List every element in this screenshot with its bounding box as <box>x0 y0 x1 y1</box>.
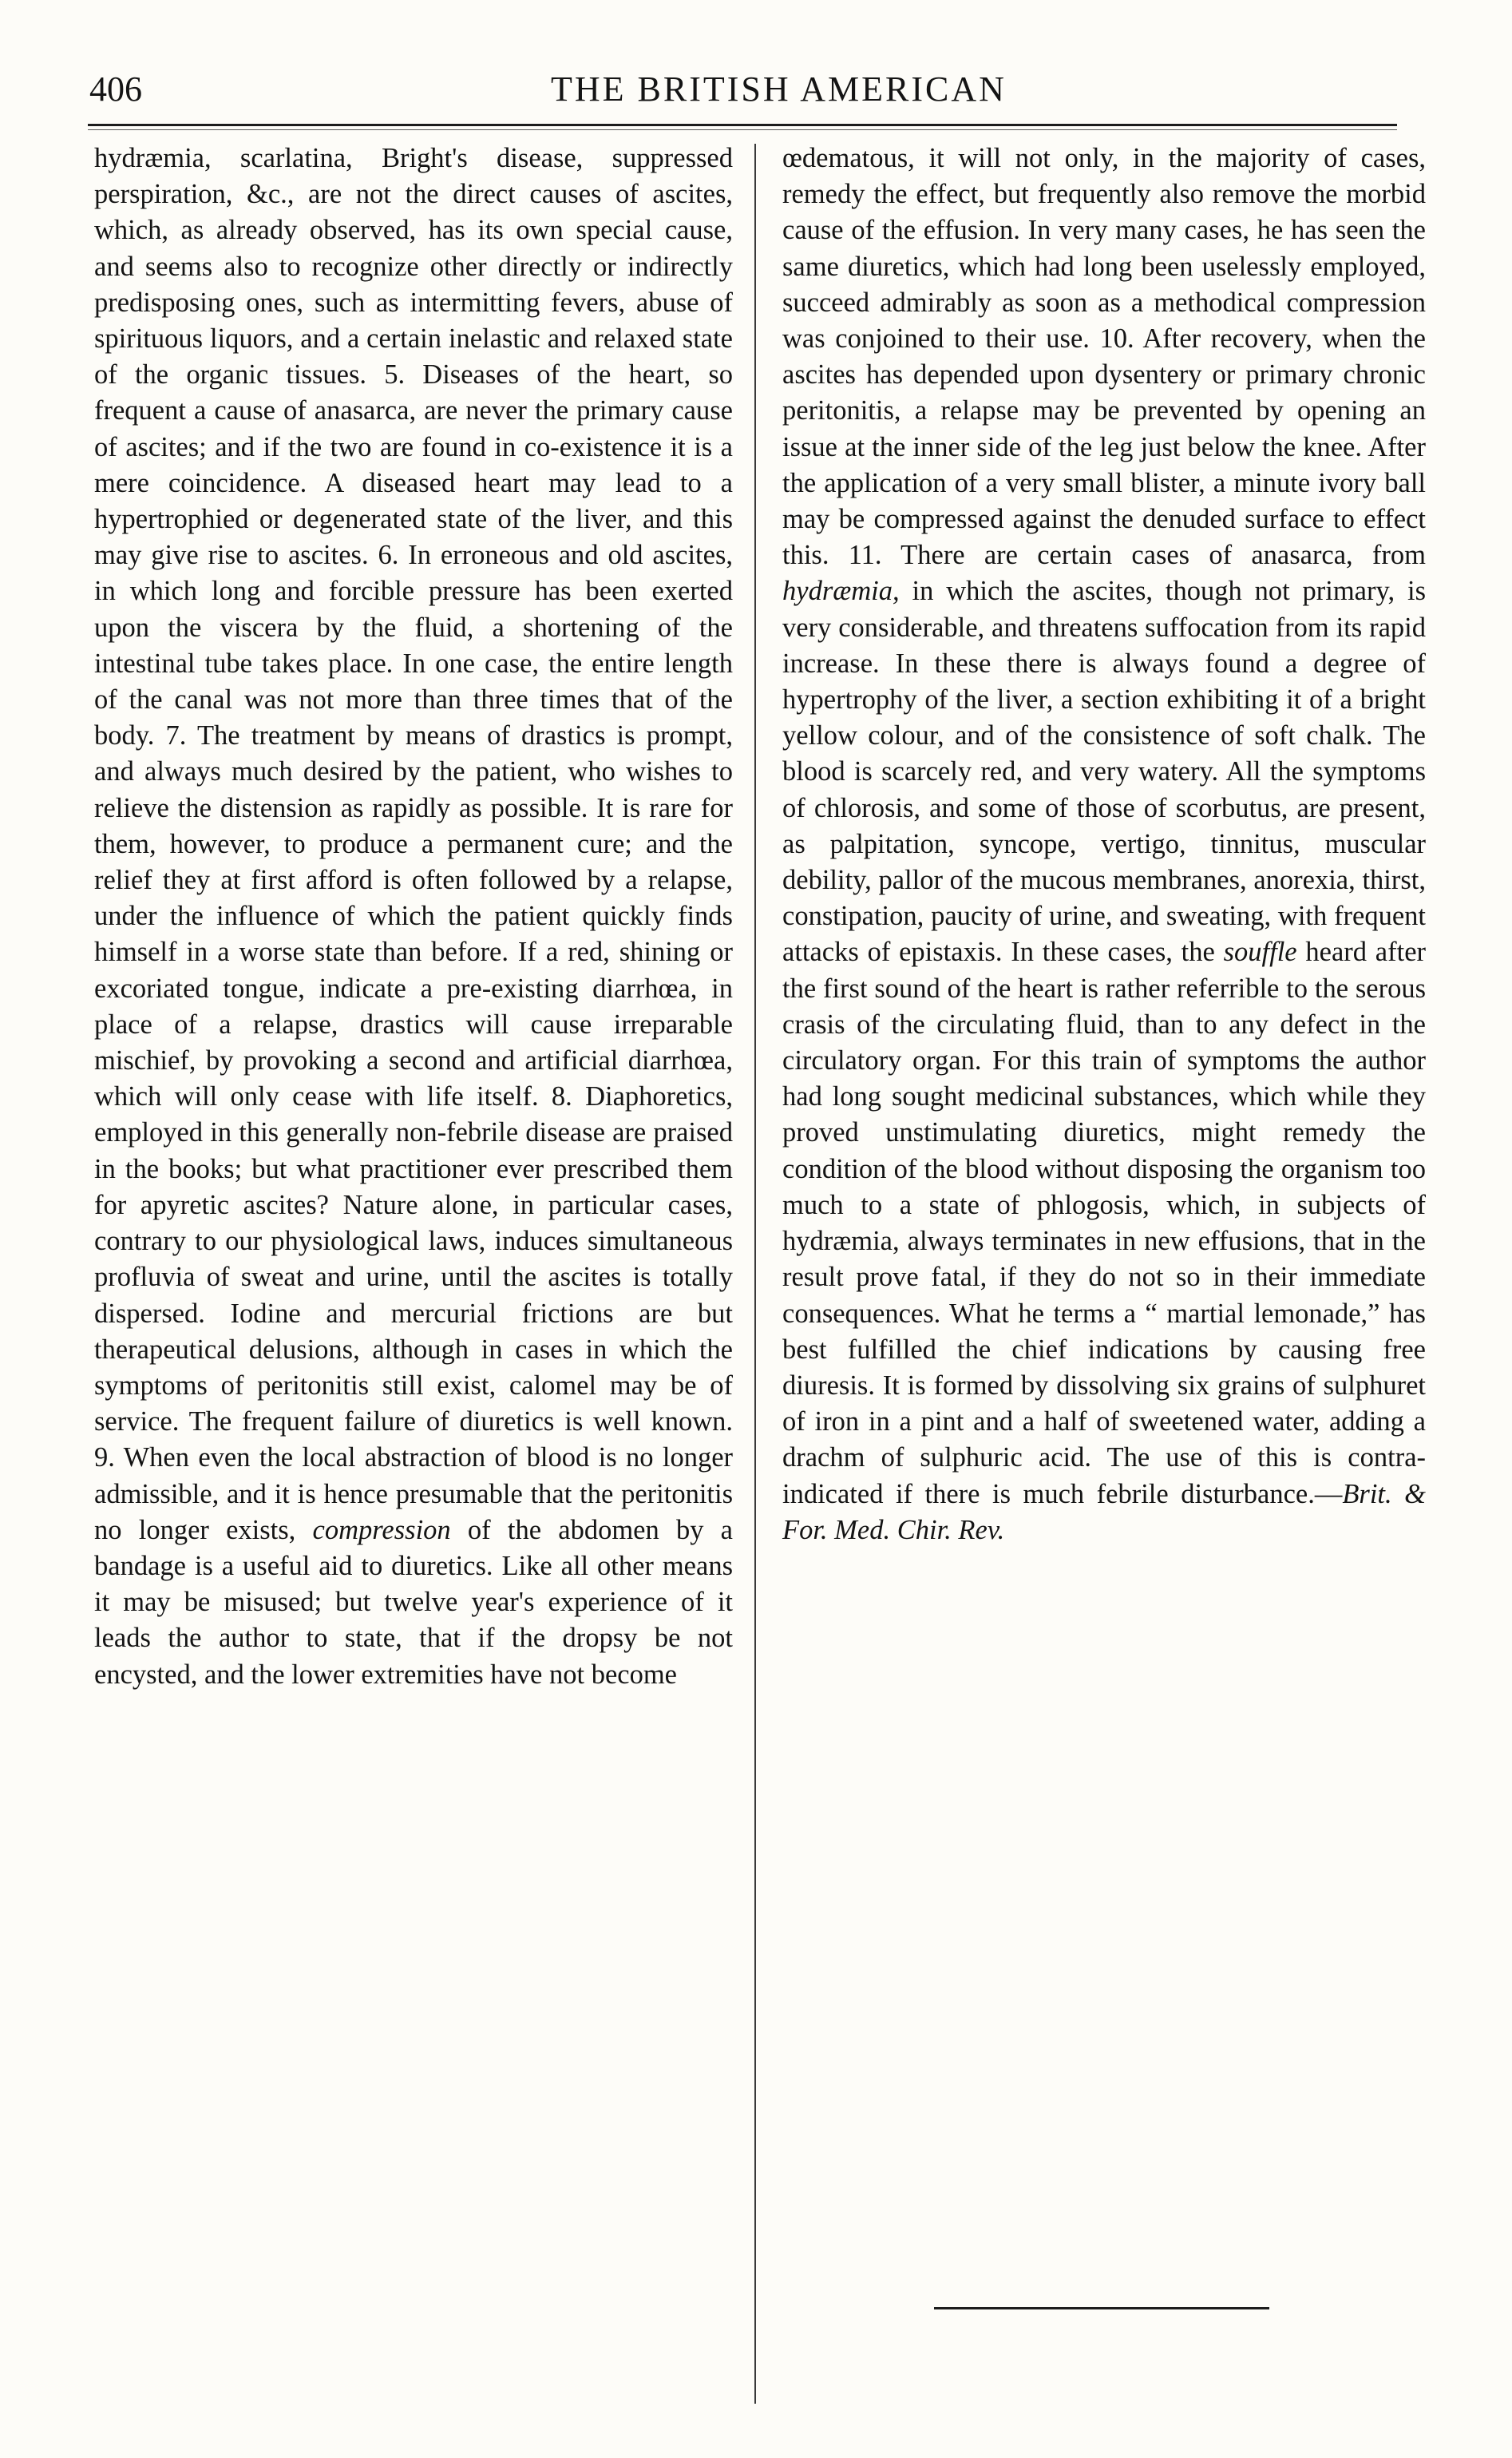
header-rule <box>88 124 1397 126</box>
running-head: THE BRITISH AMERICAN <box>551 69 1007 109</box>
right-column-text-1: œdematous, it will not only, in the majority of cases, remedy the effect, but frequently also remove the morbid cause of the effusion. In very many cases, he has seen the same diuretics, which had long been uselessly employed, succeed admirably as soon as a methodical compression was conjoined to their use. 10. After recovery, when the ascites has depended upon dysentery or primary chronic peritonitis, a relapse may be prevented by opening an issue at the inner side of the leg just below the knee. After the application of a very small blister, a minute ivory ball may be compressed against the denuded surface to effect this. 11. There are certain cases of anasarca, from <box>782 143 1426 571</box>
column-divider <box>754 144 756 2404</box>
left-column-text: hydræmia, scarlatina, Bright's disease, suppressed perspiration, &c., are not the direct causes of ascites, which, as already observed, has its own special cause, and seems also to recognize other directly or indirectly predisposing ones, such as intermitting fevers, abuse of spirituous liquors, and a certain inelastic and relaxed state of the organic tissues. 5. Diseases of the heart, so frequent a cause of anasarca, are never the primary cause of ascites; and if the two are found in co-existence it is a mere coincidence. A diseased heart may lead to a hypertrophied or degenerated state of the liver, and this may give rise to ascites. 6. In erroneous and old ascites, in which long and forcible pressure has been exerted upon the viscera by the fluid, a shortening of the intestinal tube takes place. In one case, the entire length of the canal was not more than three times that of the body. 7. The treatment by means of drastics is prompt, and always much desired by the patient, who wishes to relieve the distension as rapidly as possible. It is rare for them, however, to produce a permanent cure; and the relief they at first afford is often followed by a relapse, under the influence of which the patient quickly finds himself in a worse state than before. If a red, shining or excoriated tongue, indicate a pre-existing diarrhœa, in place of a relapse, drastics will cause irreparable mischief, by provoking a second and artificial diarrhœa, which will only cease with life itself. 8. Diaphoretics, employed in this generally non-febrile disease are praised in the books; but what practitioner ever prescribed them for apyretic ascites? Nature alone, in particular cases, contrary to our physiological laws, induces simultaneous profluvia of sweat and urine, until the ascites is totally dispersed. Iodine and mercurial frictions are but therapeutical delusions, although in cases in which the symptoms of peritonitis still exist, calomel may be of service. The frequent failure of diuretics is well known. 9. When even the local abstraction of blood is no longer admissible, and it is hence presumable that the peritonitis no longer exists, <box>94 143 733 1545</box>
emphasis-souffle: souffle <box>1223 937 1297 968</box>
right-column-text-3: heard after the first sound of the heart is rather referrible to the serous crasis of the circulating fluid, than to any defect in the circulatory organ. For this train of symptoms the author had long sought medicinal substances, which while they proved unstimulating diuretics, might remedy the condition of the blood without disposing the organism too much to a state of phlogosis, which, in subjects of hydræmia, always terminates in new effusions, that in the result prove fatal, if they do not so in their immediate consequences. What he terms a “ martial lemonade,” has best fulfilled the chief indications by causing free diuresis. It is formed by dissolving six grains of sulphuret of iron in a pint and a half of sweetened water, adding a drachm of sulphuric acid. The use of this is contra-indicated if there is much febrile disturbance.— <box>782 937 1426 1509</box>
citation: Brit. & For. Med. Chir. Rev. <box>782 1478 1426 1545</box>
article-end-rule <box>934 2307 1269 2309</box>
page-number: 406 <box>89 69 142 109</box>
emphasis-hydraemia: hydræmia, <box>782 576 900 607</box>
left-column <box>94 141 733 1693</box>
left-column-text-end: of the abdomen by a bandage is a useful aid to diuretics. Like all other means it may be misused; but twelve year's experience of it leads the author to state, that if the dropsy be not encysted, and the lower extremities have not become <box>94 1514 733 1690</box>
header-rule-double <box>88 129 1397 130</box>
emphasis-compression: compression <box>312 1514 451 1545</box>
right-column <box>782 141 1426 1548</box>
right-column-text-2: in which the ascites, though not primary, is very considerable, and threatens suffocation from its rapid increase. In these there is always found a degree of hypertrophy of the liver, a section exhibiting it of a bright yellow colour, and of the consistence of soft chalk. The blood is scarcely red, and very watery. All the symptoms of chlorosis, and some of those of scorbutus, are present, as palpitation, syncope, vertigo, tinnitus, muscular debility, pallor of the mucous membranes, anorexia, thirst, constipation, paucity of urine, and sweating, with frequent attacks of epistaxis. In these cases, the <box>782 576 1426 968</box>
